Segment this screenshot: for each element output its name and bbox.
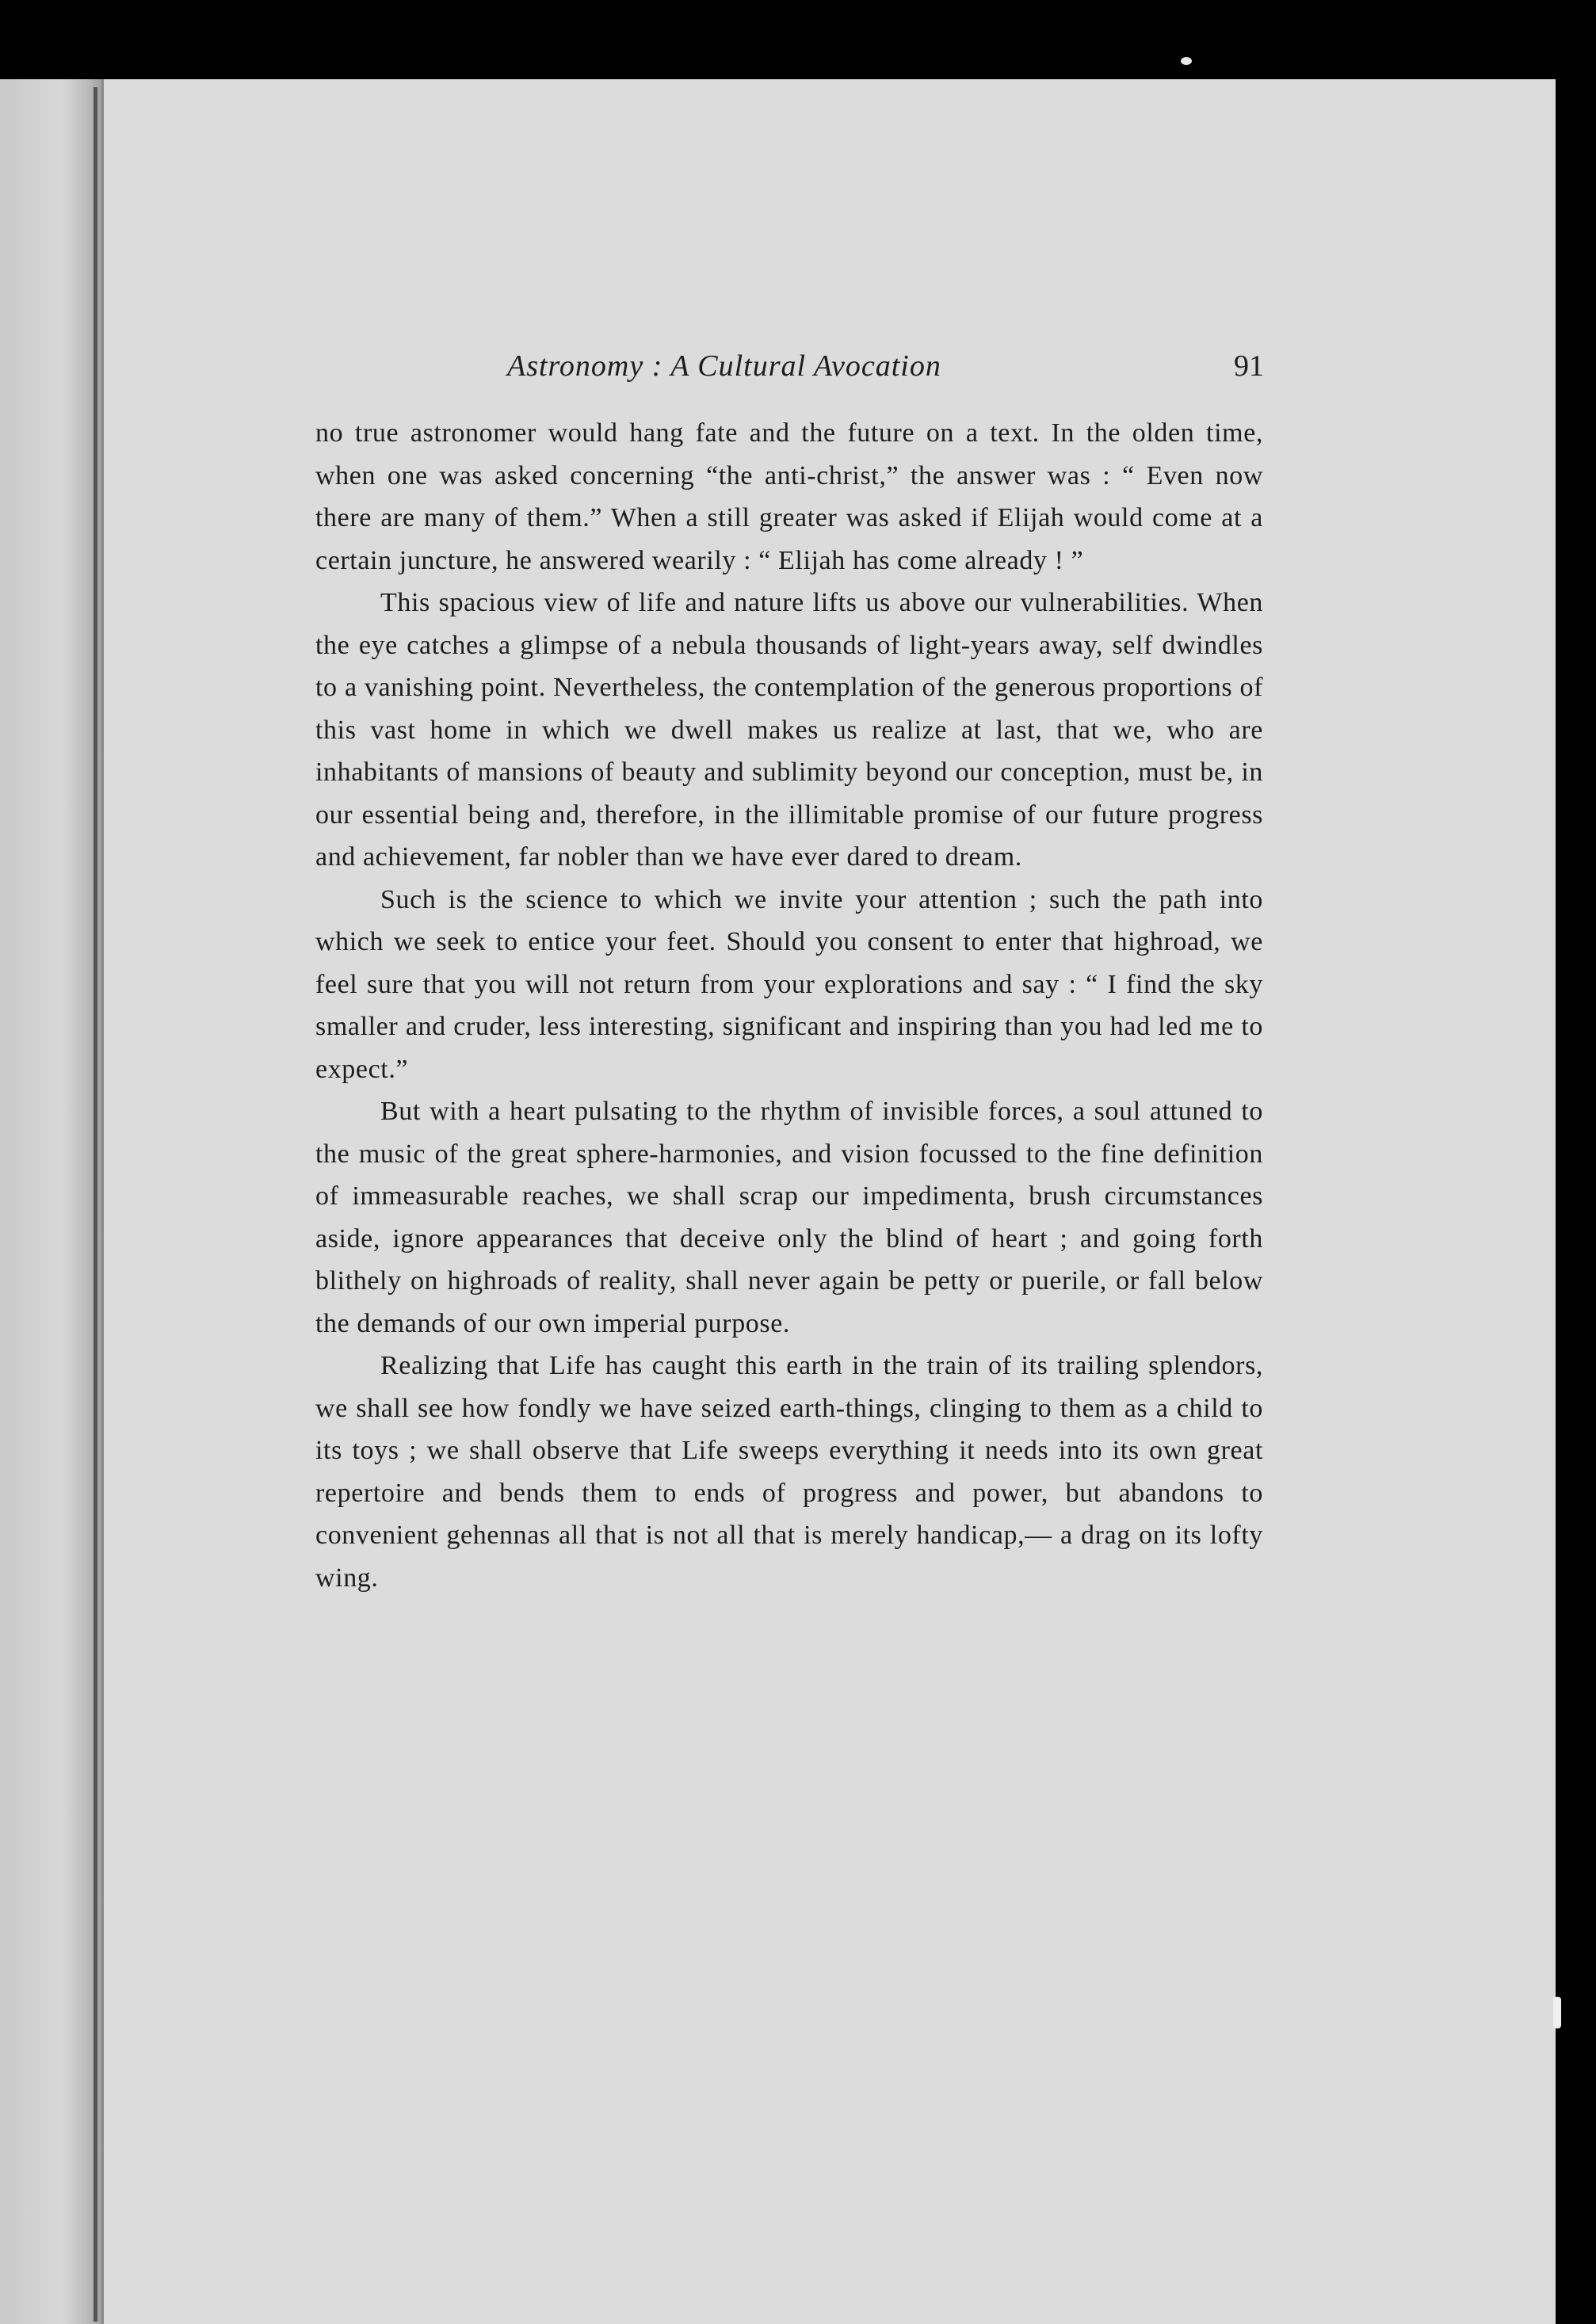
paragraph: But with a heart pulsating to the rhythm of invisible forces, a soul attuned to the music of the great sphere-harmonies, and vision focussed to the fine definition of immeasurable reaches, we shall scrap our impedimenta, brush circumstances aside, ignore appearances that deceive only the blind of heart ; and going forth blithely on highroads of reality, shall never again be petty or puerile, or fall below the demands of our own imperial purpose. <box>315 1097 1263 1338</box>
facing-page-edge <box>0 79 103 2324</box>
page-number: 91 <box>1234 349 1264 383</box>
dust-speck <box>1553 1997 1561 2028</box>
body-text <box>315 412 1263 1599</box>
binding-gutter <box>94 87 97 2322</box>
paragraph: Such is the science to which we invite your attention ; such the path into which we seek to entice your feet. Should you consent to enter that highroad, we feel sure that you will not return from your explorations and say : “ I find the sky smaller and cruder, less interesting, significant and inspiring than you had led me to expect.” <box>315 884 1263 1084</box>
paragraph: Realizing that Life has caught this earth in the train of its trailing splendors, we shall see how fondly we have seized earth-things, clinging to them as a child to its toys ; we shall observe that Life sweeps everything it needs into its own great repertoire and bends them to ends of progress and power, but abandons to convenient gehennas all that is not all that is merely handicap,— a drag on its lofty wing. <box>315 1351 1263 1593</box>
dust-speck <box>1181 57 1192 65</box>
paragraph: no true astronomer would hang fate and the future on a text. In the olden time, when one was asked concerning “the anti-christ,” the answer was : “ Even now there are many of them.” When a still greater was asked if Elijah would come at a certain juncture, he answered wearily : “ Elijah has come already ! ” <box>315 418 1263 575</box>
paragraph: This spacious view of life and nature lifts us above our vulnerabilities. When the eye catches a glimpse of a nebula thousands of light-years away, self dwindles to a vanishing point. Nevertheless, the contemplation of the generous proportions of this vast home in which we dwell makes us realize at last, that we, who are inhabitants of mansions of beauty and sublimity beyond our conception, must be, in our essential being and, therefore, in the illimitable promise of our future progress and achievement, far nobler than we have ever dared to dream. <box>315 588 1263 872</box>
running-head <box>507 349 1264 396</box>
running-title: Astronomy : A Cultural Avocation <box>507 349 941 383</box>
